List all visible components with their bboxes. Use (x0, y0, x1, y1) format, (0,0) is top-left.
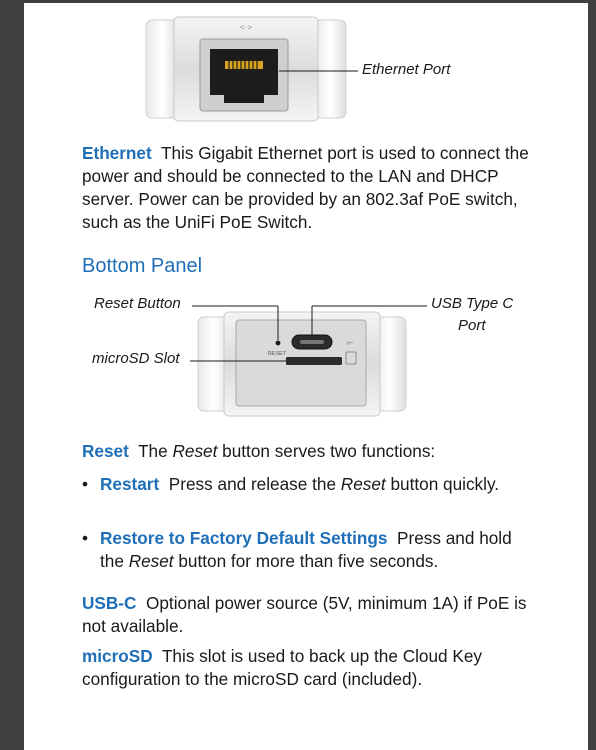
usbc-term: USB-C (82, 593, 137, 613)
usbc-paragraph (82, 592, 542, 638)
restart-italic: Reset (340, 474, 386, 494)
list-item-text (100, 527, 540, 573)
list-item-restart (82, 473, 552, 519)
microsd-text: This slot is used to back up the Cloud Key configuration to the microSD card (included). (82, 646, 482, 689)
microsd-slot-callout: microSD Slot (92, 350, 180, 367)
usb-type-c-callout-line1: USB Type C (431, 295, 514, 312)
bullet-marker: • (82, 474, 89, 494)
device-cap-left (146, 20, 178, 118)
bottom-panel-heading: Bottom Panel (82, 255, 203, 277)
reset-paragraph (82, 440, 542, 463)
reset-pre: The (138, 441, 168, 461)
device-cap-right (314, 20, 346, 118)
usb-icon: ⟜ (346, 337, 354, 347)
restore-post: button for more than five seconds. (178, 551, 439, 571)
restart-post: button quickly. (390, 474, 500, 494)
microsd-paragraph (82, 645, 542, 691)
usbc-text: Optional power source (5V, minimum 1A) if PoE is not available. (82, 593, 527, 636)
viewer-frame-left (0, 0, 24, 750)
restore-italic: Reset (128, 551, 174, 571)
ethernet-port-illustration (24, 3, 588, 133)
restart-term: Restart (100, 474, 160, 494)
ethernet-term: Ethernet (82, 143, 152, 163)
ethernet-text: This Gigabit Ethernet port is used to connect the power and should be connected to the LAN and DHCP server. Power can be provided by an 802.3af PoE switch, such as the UniFi PoE Switch. (82, 143, 529, 232)
microsd-term: microSD (82, 646, 153, 666)
reset-post: button serves two functions: (222, 441, 436, 461)
reset-italic: Reset (172, 441, 218, 461)
document-page (24, 3, 588, 750)
device-reset-label: RESET (267, 351, 287, 357)
restore-term: Restore to Factory Default Settings (100, 528, 388, 548)
reset-button-hole (276, 341, 281, 346)
bullet-marker: • (82, 528, 89, 548)
reset-button-callout: Reset Button (94, 295, 181, 312)
list-item-restore (82, 527, 552, 573)
microsd-slot (286, 357, 342, 365)
restart-pre: Press and release the (168, 474, 336, 494)
rj45-jack (210, 49, 278, 103)
ethernet-paragraph (82, 142, 542, 234)
list-item-text (100, 473, 540, 496)
reset-term: Reset (82, 441, 129, 461)
viewer-frame-right (588, 0, 596, 750)
ethernet-port-callout: Ethernet Port (362, 61, 451, 78)
usb-type-c-callout-line2: Port (458, 317, 486, 334)
network-icon: <·> (239, 23, 253, 32)
restore-pre: Press and hold the (100, 528, 512, 571)
